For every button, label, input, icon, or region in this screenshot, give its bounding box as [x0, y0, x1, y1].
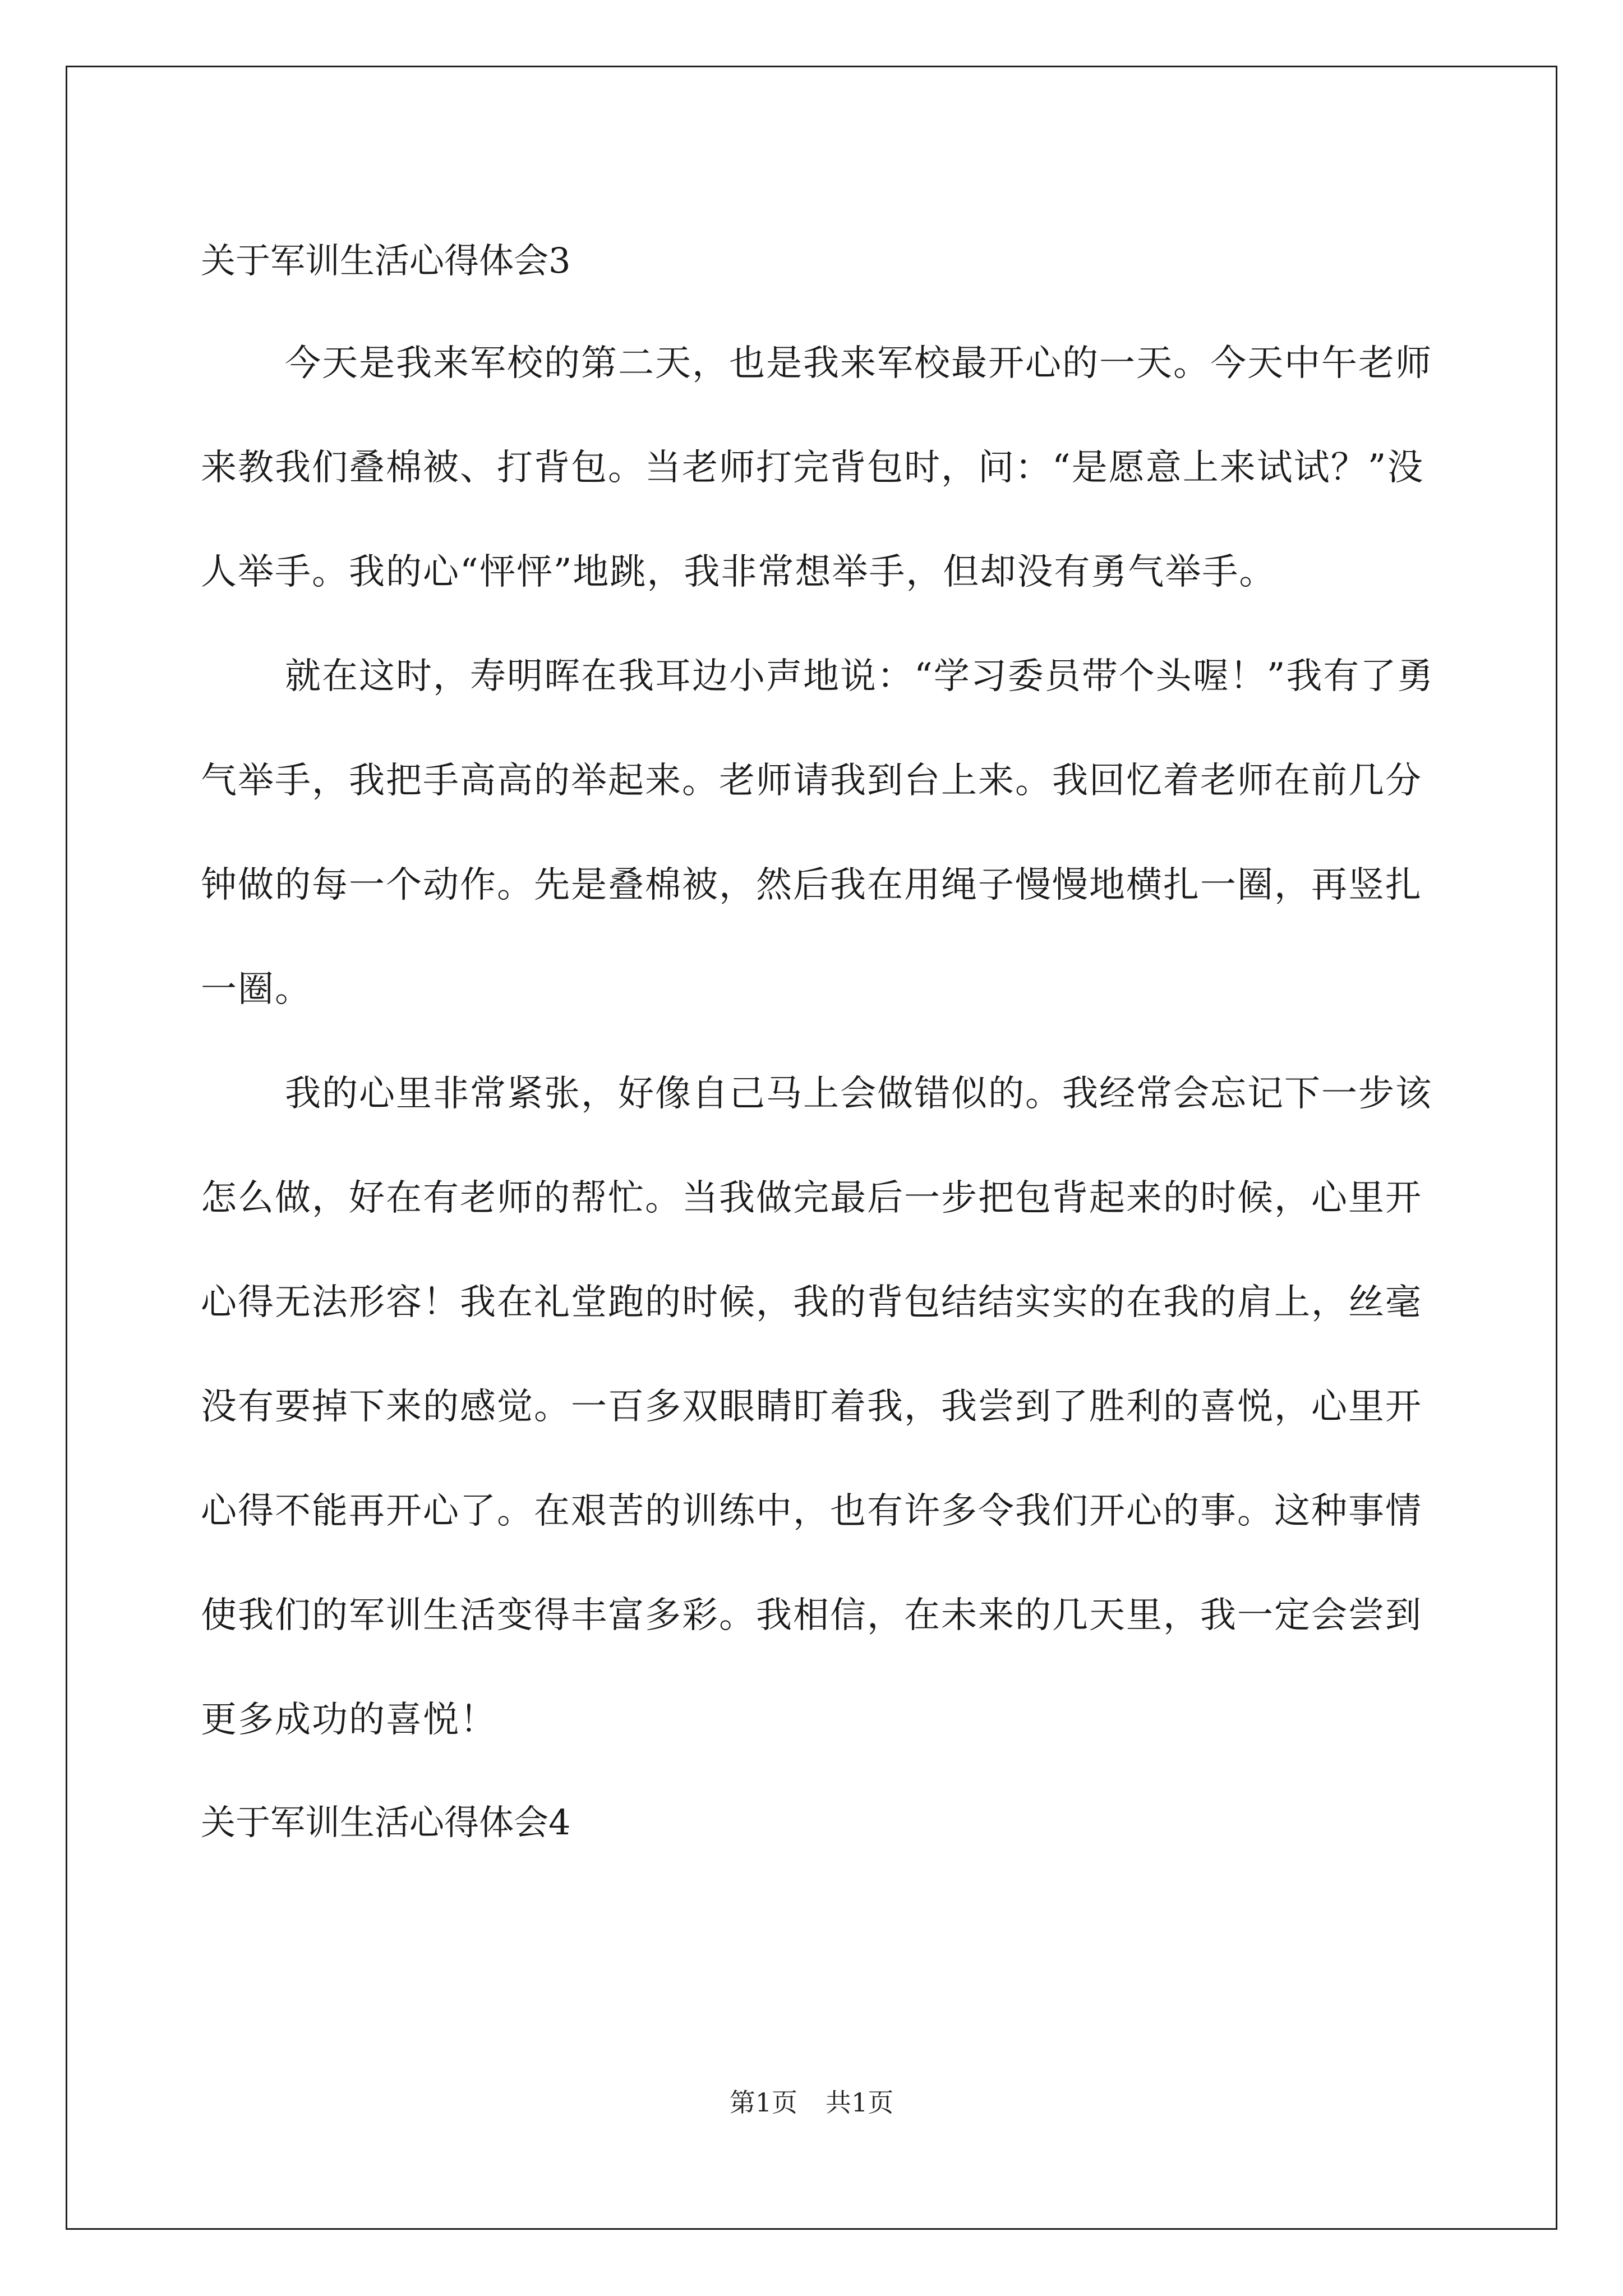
paragraph-1: 今天是我来军校的第二天，也是我来军校最开心的一天。今天中午老师来教我们叠棉被、打背包。当老师打完背包时，问：“是愿意上来试试？”没人举手。我的心“怦怦”地跳，我非常想举手，但却没有勇气举手。 [201, 343, 1432, 593]
section-heading-4: 关于军训生活心得体会4 [201, 1802, 571, 1843]
paragraph-3: 我的心里非常紧张，好像自己马上会做错似的。我经常会忘记下一步该怎么做，好在有老师的帮忙。当我做完最后一步把包背起来的时候，心里开心得无法形容！我在礼堂跑的时候，我的背包结结实实的在我的肩上，丝毫没有要掉下来的感觉。一百多双眼睛盯着我，我尝到了胜利的喜悦，心里开心得不能再开心了。在艰苦的训练中，也有许多令我们开心的事。这种事情使我们的军训生活变得丰富多彩。我相信，在未来的几天里，我一定会尝到更多成功的喜悦！ [201, 1073, 1432, 1741]
page-number: 第1页 [729, 2087, 797, 2118]
paragraph-2: 就在这时，寿明晖在我耳边小声地说：“学习委员带个头喔！”我有了勇气举手，我把手高高的举起来。老师请我到台上来。我回忆着老师在前几分钟做的每一个动作。先是叠棉被，然后我在用绳子慢慢地横扎一圈，再竖扎一圈。 [201, 656, 1435, 1010]
page-total: 共1页 [826, 2087, 894, 2118]
section-heading-3: 关于军训生活心得体会3 [201, 240, 571, 281]
document-body [201, 210, 1435, 1873]
page-footer [0, 2082, 1623, 2119]
